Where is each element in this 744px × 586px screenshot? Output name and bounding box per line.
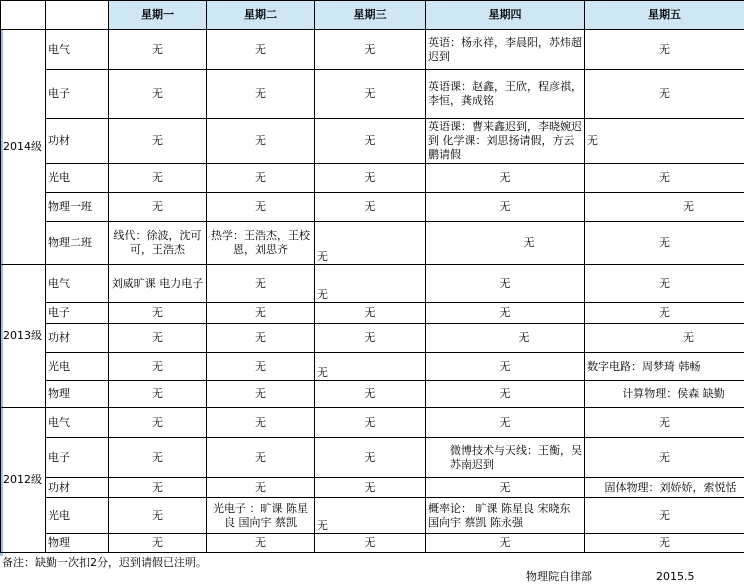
day-header-tue: 星期二 [207,1,315,30]
class-label: 物理一班 [46,193,109,222]
cell: 无 [315,353,426,381]
footer-date: 2015.5 [656,570,695,583]
class-label: 功材 [46,119,109,164]
year-label-2012: 2012级 [1,408,46,553]
cell: 无 [315,30,426,70]
table-row [1,265,744,303]
cell: 无 [315,119,426,164]
cell: 无 [585,265,744,303]
table-row [1,534,744,553]
year-label-2014: 2014级 [1,30,46,265]
cell: 无 [109,408,207,438]
cell: 无 [426,265,585,303]
class-label: 电气 [46,408,109,438]
class-label: 物理二班 [46,222,109,265]
table-row [1,478,744,498]
cell: 无 [585,193,744,222]
cell: 无 [109,438,207,478]
year-label-2013: 2013级 [1,265,46,408]
cell: 无 [315,498,426,534]
cell: 无 [585,408,744,438]
cell: 概率论： 旷课 陈星良 宋晓东 国向宇 蔡凯 陈永强 [426,498,585,534]
cell: 无 [426,381,585,408]
table-row [1,324,744,353]
cell: 无 [315,164,426,193]
cell: 无 [109,303,207,324]
table-row [1,193,744,222]
cell: 无 [207,438,315,478]
note-text: 备注：缺勤一次扣2分，迟到请假已注明。 [2,556,207,569]
cell: 无 [585,303,744,324]
cell: 无 [426,408,585,438]
cell: 无 [207,70,315,119]
class-label: 物理 [46,534,109,553]
table-row [1,70,744,119]
cell: 英语课：曹来鑫迟到，李晓婉迟到 化学课：刘思扬请假，方云鹏请假 [426,119,585,164]
cell: 无 [109,70,207,119]
cell: 光电子 ：旷课 陈星良 国向宇 蔡凯 [207,498,315,534]
cell: 无 [315,478,426,498]
cell: 无 [585,119,744,164]
class-label: 电气 [46,265,109,303]
cell: 无 [426,303,585,324]
header-corner [1,1,46,30]
cell: 刘威旷课 电力电子 [109,265,207,303]
day-header-thu: 星期四 [426,1,585,30]
cell: 无 [315,438,426,478]
cell: 无 [207,381,315,408]
cell: 无 [109,381,207,408]
cell: 无 [315,70,426,119]
day-header-fri: 星期五 [585,1,744,30]
cell: 英语：杨永祥，李晨阳，苏炜超迟到 [426,30,585,70]
cell: 计算物理：侯森 缺勤 [585,381,744,408]
table-row [1,303,744,324]
cell: 无 [109,193,207,222]
cell: 无 [585,70,744,119]
cell: 无 [207,265,315,303]
class-label: 光电 [46,353,109,381]
cell: 无 [585,438,744,478]
cell: 无 [109,534,207,553]
table-row [1,438,744,478]
cell: 无 [207,164,315,193]
cell: 无 [426,164,585,193]
cell: 无 [426,353,585,381]
table-row [1,164,744,193]
table-row [1,408,744,438]
cell: 无 [315,193,426,222]
cell: 无 [315,408,426,438]
cell: 无 [426,193,585,222]
class-label: 光电 [46,164,109,193]
day-header-wed: 星期三 [315,1,426,30]
class-label: 光电 [46,498,109,534]
cell: 无 [585,324,744,353]
day-header-mon: 星期一 [109,1,207,30]
cell: 无 [426,478,585,498]
table-row [1,222,744,265]
cell: 微博技术与天线：王衡，吴苏南迟到 [426,438,585,478]
cell: 热学：王浩杰，王校恩，刘思齐 [207,222,315,265]
cell: 无 [426,534,585,553]
cell: 无 [207,408,315,438]
cell: 无 [109,164,207,193]
table-row [1,119,744,164]
class-label: 电子 [46,70,109,119]
class-label: 电子 [46,438,109,478]
class-label: 电气 [46,30,109,70]
header-row [1,1,744,30]
cell: 无 [207,324,315,353]
table-row [1,353,744,381]
cell: 无 [315,534,426,553]
cell: 无 [109,353,207,381]
cell: 无 [207,534,315,553]
cell: 无 [109,324,207,353]
cell: 无 [315,222,426,265]
cell: 无 [315,265,426,303]
cell: 无 [207,193,315,222]
cell: 无 [109,498,207,534]
cell: 无 [585,534,744,553]
cell: 无 [109,30,207,70]
cell: 无 [426,324,585,353]
class-label: 物理 [46,381,109,408]
table-row [1,30,744,70]
class-label: 功材 [46,324,109,353]
cell: 无 [315,324,426,353]
cell: 固体物理：刘娇娇，索悦恬 [585,478,744,498]
class-label: 功材 [46,478,109,498]
cell: 数字电路：周梦琦 韩畅 [585,353,744,381]
footer-department: 物理院自律部 [526,570,592,583]
cell: 无 [426,222,585,265]
cell: 无 [585,222,744,265]
cell: 无 [109,478,207,498]
cell: 无 [315,381,426,408]
cell: 无 [207,353,315,381]
cell: 无 [585,498,744,534]
cell: 线代：徐波，沈可可，王浩杰 [109,222,207,265]
header-corner-class [46,1,109,30]
table-row [1,498,744,534]
table-row [1,381,744,408]
cell: 无 [315,303,426,324]
cell: 无 [207,119,315,164]
cell: 无 [207,478,315,498]
class-label: 电子 [46,303,109,324]
cell: 无 [585,30,744,70]
cell: 英语课：赵鑫，王欣，程彦祺，李恒，龚成铭 [426,70,585,119]
cell: 无 [109,119,207,164]
cell: 无 [585,164,744,193]
cell: 无 [207,303,315,324]
cell: 无 [207,30,315,70]
